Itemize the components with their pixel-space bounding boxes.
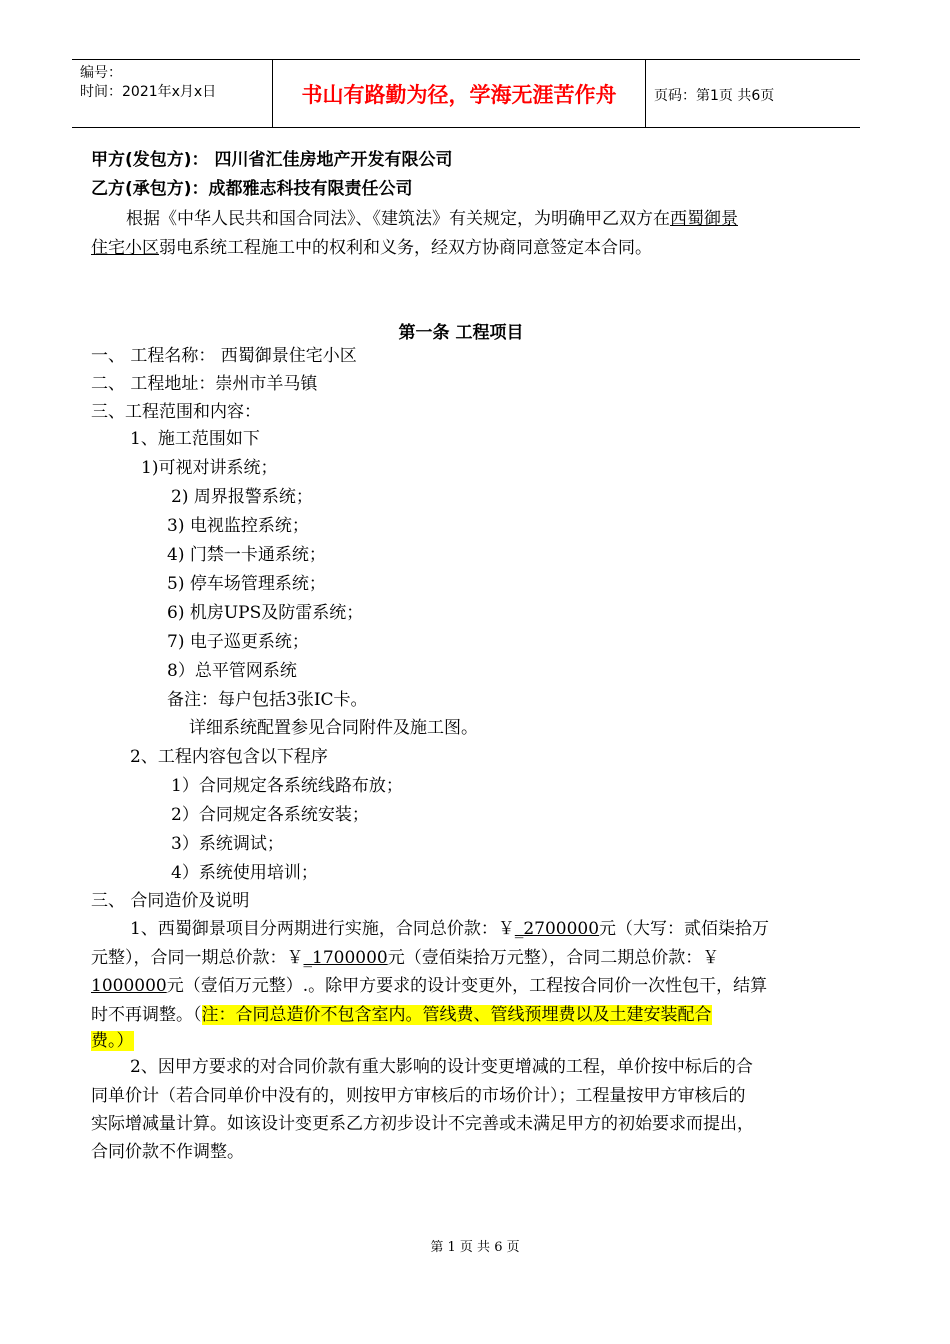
project-name: 一、 工程名称： 西蜀御景住宅小区 bbox=[91, 346, 357, 366]
detail-note: 详细系统配置参见合同附件及施工图。 bbox=[189, 718, 478, 738]
party-b: 乙方(承包方)：成都雅志科技有限责任公司 bbox=[91, 179, 413, 199]
price-para-2-line: 同单价计（若合同单价中没有的，则按甲方审核后的市场价计）；工程量按甲方审核后的 bbox=[91, 1086, 746, 1106]
price-line-5 bbox=[91, 1030, 134, 1052]
price-line-3: 1000000元（壹佰万元整）.。除甲方要求的设计变更外，工程按合同价一次性包干，结算 bbox=[91, 976, 768, 996]
system-item: 8）总平管网系统 bbox=[167, 661, 297, 681]
header-motto: 书山有路勤为径，学海无涯苦作舟 bbox=[301, 83, 617, 107]
header-divider bbox=[645, 60, 646, 127]
price-para-2-line: 实际增减量计算。如该设计变更系乙方初步设计不完善或未满足甲方的初始要求而提出， bbox=[91, 1114, 754, 1134]
procedure-item: 1）合同规定各系统线路布放； bbox=[171, 776, 403, 796]
number-label: 编号： bbox=[80, 65, 122, 81]
system-item: 1)可视对讲系统； bbox=[141, 458, 278, 478]
project-address: 二、 工程地址：崇州市羊马镇 bbox=[91, 374, 318, 394]
page-footer: 第 1 页 共 6 页 bbox=[430, 1240, 520, 1255]
project-scope: 三、工程范围和内容： bbox=[91, 402, 261, 422]
header-page-info: 页码：第1页 共6页 bbox=[654, 88, 775, 104]
price-heading: 三、 合同造价及说明 bbox=[91, 891, 250, 911]
page-header bbox=[72, 59, 860, 128]
intro-line-1: 根据《中华人民共和国合同法》、《建筑法》有关规定，为明确甲乙双方在西蜀御景 bbox=[126, 209, 738, 229]
system-item: 5) 停车场管理系统； bbox=[167, 574, 326, 594]
highlighted-note: 注：合同总造价不包含室内。管线费、管线预埋费以及土建安装配合 bbox=[201, 1005, 712, 1025]
scope-sub-1: 1、施工范围如下 bbox=[130, 429, 260, 449]
party-a: 甲方(发包方)： 四川省汇佳房地产开发有限公司 bbox=[91, 150, 453, 170]
remark: 备注：每户包括3张IC卡。 bbox=[167, 690, 368, 710]
system-item: 4) 门禁一卡通系统； bbox=[167, 545, 326, 565]
system-item: 3) 电视监控系统； bbox=[167, 516, 309, 536]
header-meta bbox=[80, 64, 258, 102]
article-title: 第一条 工程项目 bbox=[398, 323, 524, 343]
system-item: 7) 电子巡更系统； bbox=[167, 632, 309, 652]
highlighted-note: 费。） bbox=[91, 1031, 134, 1051]
intro-line-2: 住宅小区弱电系统工程施工中的权利和义务，经双方协商同意签定本合同。 bbox=[91, 238, 652, 258]
system-item: 2) 周界报警系统； bbox=[171, 487, 313, 507]
price-line-1: 1、西蜀御景项目分两期进行实施，合同总价款：￥_2700000元（大写：贰佰柒拾万 bbox=[130, 919, 770, 939]
price-line-2: 元整），合同一期总价款：￥_1700000元（壹佰柒拾万元整），合同二期总价款：￥ bbox=[91, 948, 720, 968]
procedure-item: 3）系统调试； bbox=[171, 834, 284, 854]
system-item: 6) 机房UPS及防雷系统； bbox=[167, 603, 364, 623]
price-line-4: 时不再调整。（注：合同总造价不包含室内。管线费、管线预埋费以及土建安装配合 bbox=[91, 1005, 712, 1025]
procedure-item: 2）合同规定各系统安装； bbox=[171, 805, 369, 825]
price-para-2-line: 2、因甲方要求的对合同价款有重大影响的设计变更增减的工程，单价按中标后的合 bbox=[130, 1057, 753, 1077]
price-para-2-line: 合同价款不作调整。 bbox=[91, 1142, 244, 1162]
time-label: 时间：2021年x月x日 bbox=[80, 84, 217, 100]
scope-sub-2: 2、工程内容包含以下程序 bbox=[130, 747, 328, 767]
procedure-item: 4）系统使用培训； bbox=[171, 863, 318, 883]
